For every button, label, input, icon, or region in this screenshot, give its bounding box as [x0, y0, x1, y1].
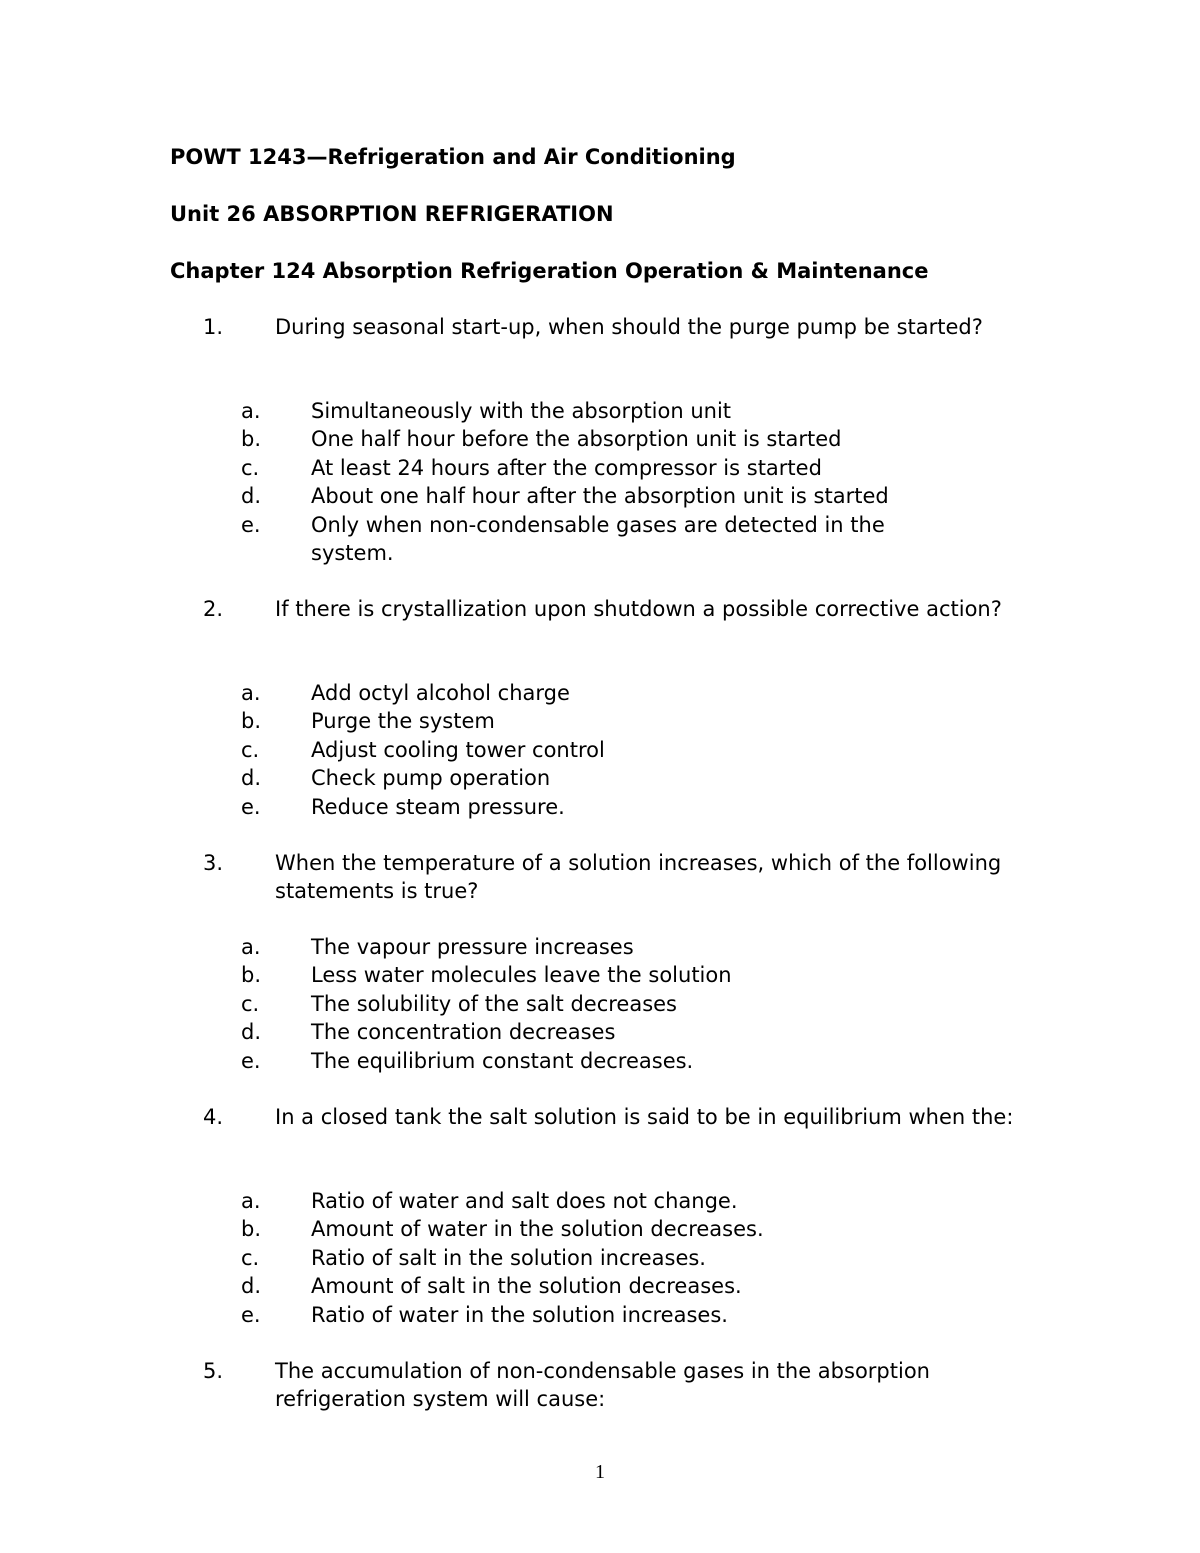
option-item: [0, 990, 1200, 1018]
option-letter: a.: [241, 399, 261, 423]
chapter-title: Chapter 124 Absorption Refrigeration Operation & Maintenance: [170, 259, 929, 283]
option-letter: d.: [241, 484, 262, 509]
option-item: [0, 397, 1200, 425]
option-text: Less water molecules leave the solution: [311, 963, 732, 988]
question-number: 4.: [203, 1105, 224, 1129]
option-text: Purge the system: [311, 709, 495, 734]
option-text: Amount of water in the solution decreases.: [311, 1217, 764, 1242]
option-letter: c.: [241, 737, 260, 762]
option-item: [0, 793, 1200, 821]
option-text: One half hour before the absorption unit is started: [311, 427, 842, 452]
option-item: [0, 511, 1200, 568]
option-item: [0, 1272, 1200, 1300]
option-letter: b.: [241, 709, 262, 734]
option-text: At least 24 hours after the compressor is started: [311, 455, 822, 480]
option-item: [0, 1018, 1200, 1046]
option-text: The vapour pressure increases: [311, 935, 634, 959]
option-item: [0, 454, 1200, 482]
option-item: [0, 1215, 1200, 1243]
question-4-options: [0, 1187, 1200, 1329]
option-text: Simultaneously with the absorption unit: [311, 399, 732, 423]
question-number: 2.: [203, 597, 224, 621]
option-text: Ratio of water in the solution increases.: [311, 1302, 728, 1327]
option-letter: e.: [241, 1302, 261, 1327]
option-text: Amount of salt in the solution decreases.: [311, 1274, 742, 1299]
option-text: The equilibrium constant decreases.: [311, 1048, 694, 1073]
option-item: [0, 707, 1200, 735]
option-letter: c.: [241, 991, 260, 1016]
option-text: Add octyl alcohol charge: [311, 681, 570, 705]
option-item: [0, 679, 1200, 707]
option-letter: b.: [241, 1217, 262, 1242]
option-text: About one half hour after the absorption unit is started: [311, 484, 889, 509]
option-letter: d.: [241, 1020, 262, 1045]
option-letter: b.: [241, 427, 262, 452]
option-item: [0, 425, 1200, 453]
option-letter: a.: [241, 1189, 261, 1213]
option-text: Reduce steam pressure.: [311, 794, 565, 819]
unit-title: Unit 26 ABSORPTION REFRIGERATION: [170, 202, 614, 226]
option-text: Ratio of water and salt does not change.: [311, 1189, 738, 1213]
option-item: [0, 1187, 1200, 1215]
option-item: [0, 736, 1200, 764]
option-text: Adjust cooling tower control: [311, 737, 605, 762]
option-letter: c.: [241, 1245, 260, 1270]
question-2-options: [0, 679, 1200, 821]
option-item: [0, 764, 1200, 792]
question-text: In a closed tank the salt solution is said to be in equilibrium when the:: [275, 1105, 1014, 1129]
course-title: POWT 1243—Refrigeration and Air Conditioning: [170, 145, 736, 169]
option-letter: e.: [241, 794, 261, 819]
option-text: Check pump operation: [311, 766, 551, 791]
option-text: Only when non-condensable gases are detected in the system.: [311, 512, 885, 565]
option-text: The concentration decreases: [311, 1020, 616, 1045]
option-letter: d.: [241, 766, 262, 791]
question-number: 1.: [203, 315, 224, 339]
option-item: [0, 933, 1200, 961]
option-item: [0, 482, 1200, 510]
question-1-options: [0, 397, 1200, 567]
option-letter: c.: [241, 455, 260, 480]
option-letter: d.: [241, 1274, 262, 1299]
question-text: The accumulation of non-condensable gases in the absorption refrigeration system will cause:: [275, 1359, 930, 1412]
page-number: 1: [595, 1461, 605, 1483]
option-letter: e.: [241, 1048, 261, 1073]
option-text: The solubility of the salt decreases: [311, 991, 678, 1016]
option-letter: a.: [241, 681, 261, 705]
option-letter: e.: [241, 512, 261, 537]
question-text: When the temperature of a solution increases, which of the following statements is true?: [275, 851, 1002, 904]
question-number: 3.: [203, 851, 224, 875]
question-number: 5.: [203, 1359, 224, 1383]
option-letter: a.: [241, 935, 261, 959]
question-text: During seasonal start-up, when should the purge pump be started?: [275, 315, 983, 339]
option-item: [0, 961, 1200, 989]
option-letter: b.: [241, 963, 262, 988]
option-item: [0, 1047, 1200, 1075]
option-item: [0, 1301, 1200, 1329]
question-text: If there is crystallization upon shutdown a possible corrective action?: [275, 597, 1002, 621]
option-text: Ratio of salt in the solution increases.: [311, 1245, 706, 1270]
option-item: [0, 1244, 1200, 1272]
question-3-options: [0, 933, 1200, 1075]
